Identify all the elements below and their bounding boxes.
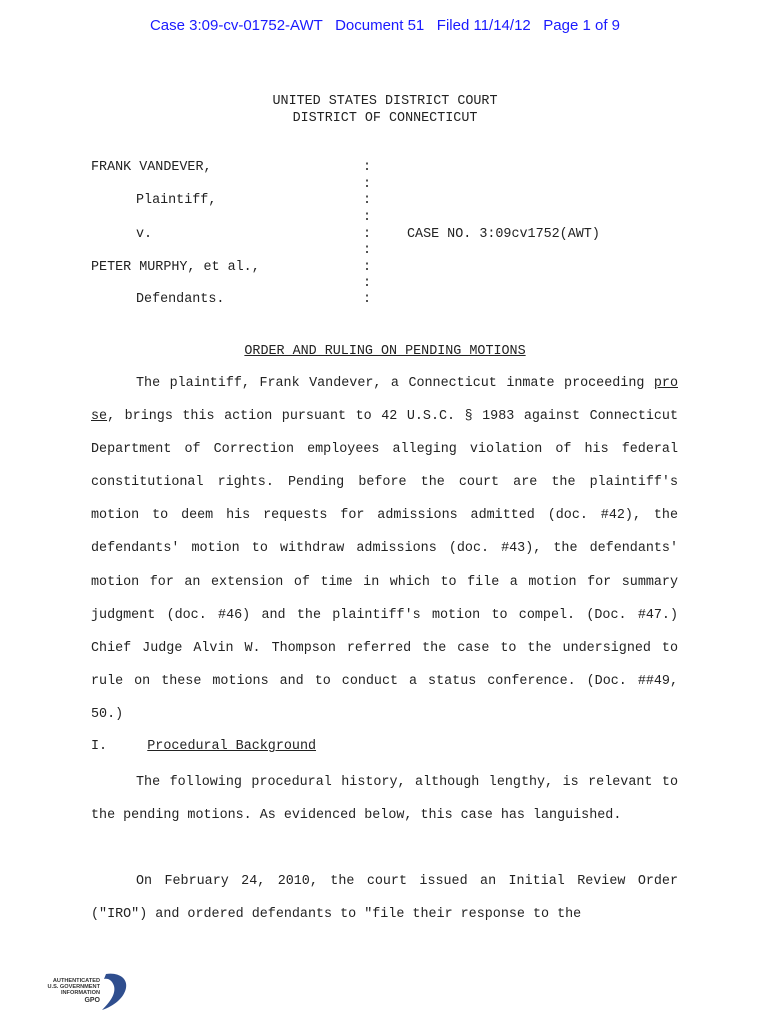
caption-colon: : [363,210,372,225]
caption-colon: : [363,160,372,175]
gpo-line-1: AUTHENTICATED [52,978,100,984]
caption-colon: : [363,292,372,307]
document-title [0,344,770,359]
caption-colon: : [363,227,372,242]
document-number: Document 51 [335,17,425,34]
defendant-role: Defendants. [136,292,225,307]
section-number: I. [91,739,108,754]
plaintiff-name: FRANK VANDEVER, [91,160,212,175]
caption-colon: : [363,260,372,275]
section-label: Procedural Background [147,739,317,754]
caption-colon: : [363,276,372,291]
paragraph-1-intro: The plaintiff, Frank Vandever, a Connecticut inmate proceeding [136,376,645,391]
paragraph-1 [91,367,678,731]
court-district: DISTRICT OF CONNECTICUT [292,111,478,126]
gpo-line-3: INFORMATION [60,990,100,996]
caption-colon: : [363,193,372,208]
paragraph-1-body: , brings this action pursuant to 42 U.S.C. § 1983 against Connecticut Department of Correction employees alleging violation of his federal constitutional rights. Pending before the court are the plaintiff's motion to deem his requests for admissions admitted (doc. #42), the defendants' motion to withdraw admissions (doc. #43), the defendants' motion for an extension of time in which to file a motion for summary judgment (doc. #46) and the plaintiff's motion to compel. (Doc. #47.) Chief Judge Alvin W. Thompson referred the case to the undersigned to rule on these motions and to conduct a status conference. (Doc. ##49, 50.) [91,409,678,722]
versus: v. [136,227,153,242]
court-name: UNITED STATES DISTRICT COURT [272,94,498,109]
case-no: CASE NO. 3:09cv1752(AWT) [407,227,600,242]
case-number: Case 3:09-cv-01752-AWT [149,17,323,34]
defendant-name: PETER MURPHY, et al., [91,260,260,275]
gpo-line-4: GPO [84,997,100,1004]
document-title-text: ORDER AND RULING ON PENDING MOTIONS [244,344,526,359]
pro-se-term: pro se [91,376,678,425]
caption-colon: : [363,177,372,192]
plaintiff-role: Plaintiff, [136,193,217,208]
filing-stamp [0,17,770,34]
caption-colon: : [363,243,372,258]
gpo-line-2: U.S. GOVERNMENT [47,984,100,990]
section-heading [91,739,316,754]
paragraph-3: On February 24, 2010, the court issued an Initial Review Order ("IRO") and ordered defendants to "file their response to the [91,874,678,923]
filed-date: Filed 11/14/12 [436,17,531,34]
page-indicator: Page 1 of 9 [543,17,621,34]
paragraph-2: The following procedural history, although lengthy, is relevant to the pending motions. As evidenced below, this case has languished. [91,775,678,824]
